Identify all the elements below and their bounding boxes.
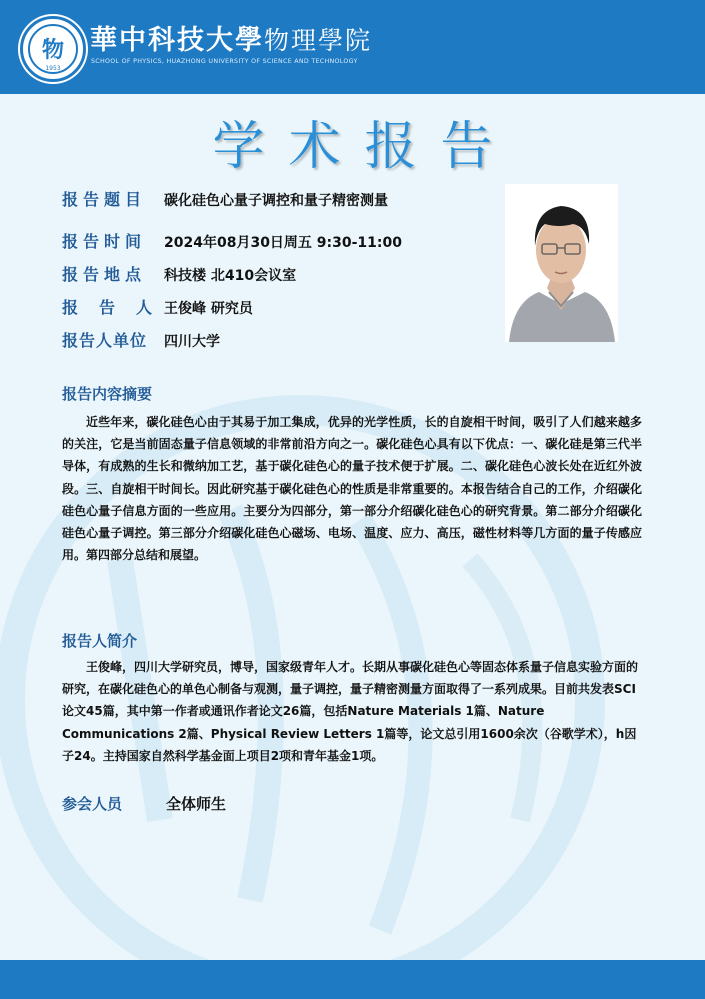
info-row-affiliation	[62, 328, 220, 352]
abstract-text: 近些年来，碳化硅色心由于其易于加工集成，优异的光学性质，长的自旋相干时间，吸引了人们越来越多的关注，它是当前固态量子信息领域的非常前沿方向之一。碳化硅色心具有以下优点：一、碳化硅是第三代半导体，有成熟的生长和微纳加工艺，基于碳化硅色心的量子技术便于扩展。二、碳化硅色心波长处在近红外波段。三、自旋相干时间长。因此研究基于碳化硅色心的性质是非常重要的。本报告结合自己的工作，介绍碳化硅色心量子信息方面的一些应用。主要分为四部分，第一部分介绍碳化硅色心的研究背景。第二部分介绍碳化硅色心量子调控。第三部分介绍碳化硅色心磁场、电场、温度、应力、高压，磁性材料等几方面的量子传感应用。第四部分总结和展望。	[62, 415, 642, 563]
info-value-topic: 碳化硅色心量子调控和量子精密测量	[164, 193, 388, 209]
university-name: 華中科技大學	[90, 25, 264, 56]
speaker-portrait-icon	[505, 184, 618, 342]
school-logo	[20, 16, 86, 82]
info-label-time: 报告时间	[62, 232, 147, 251]
logo-emblem-icon	[23, 19, 83, 79]
info-row-speaker	[62, 295, 253, 319]
info-label-topic: 报告题目	[62, 190, 147, 209]
logo-char: 物	[41, 37, 65, 63]
info-row-location	[62, 262, 296, 286]
page-title: 学术报告	[212, 117, 517, 177]
info-value-speaker: 王俊峰 研究员	[164, 301, 253, 317]
info-value-location: 科技楼 北410会议室	[164, 268, 297, 284]
header-banner	[0, 0, 705, 94]
info-label-speaker: 报告人	[62, 298, 174, 317]
info-row-topic	[62, 187, 388, 211]
abstract-heading: 报告内容摘要	[62, 385, 153, 403]
bio-text: 王俊峰，四川大学研究员，博导，国家级青年人才。长期从事碳化硅色心等固态体系量子信息实验方面的研究，在碳化硅色心的单色心制备与观测，量子调控，量子精密测量方面取得了一系列成果。目前共发表SCI论文45篇，其中第一作者或通讯作者论文26篇，包括Nature Materials 1篇、Nature Communications 2篇、Physical Review Letters 1篇等，论文总引用1600余次（谷歌学术），h因子24。主持国家自然科学基金面上项目2项和青年基金1项。	[62, 660, 639, 763]
school-subtitle: SCHOOL OF PHYSICS, HUAZHONG UNIVERSITY OF SCIENCE AND TECHNOLOGY	[91, 58, 358, 65]
speaker-photo	[505, 184, 618, 342]
info-value-time: 2024年08月30日周五 9:30-11:00	[164, 235, 402, 251]
footer-banner	[0, 960, 705, 999]
info-label-affiliation: 报告人单位	[62, 331, 148, 350]
info-row-time	[62, 229, 402, 253]
school-name	[90, 18, 372, 57]
info-label-location: 报告地点	[62, 265, 147, 284]
attendees-value: 全体师生	[166, 795, 227, 813]
bio-heading: 报告人简介	[62, 632, 138, 650]
attendees-label: 参会人员	[62, 795, 123, 813]
info-value-affiliation: 四川大学	[164, 334, 220, 350]
department-name: 物理學院	[264, 26, 373, 55]
logo-year: 1953	[45, 65, 61, 72]
